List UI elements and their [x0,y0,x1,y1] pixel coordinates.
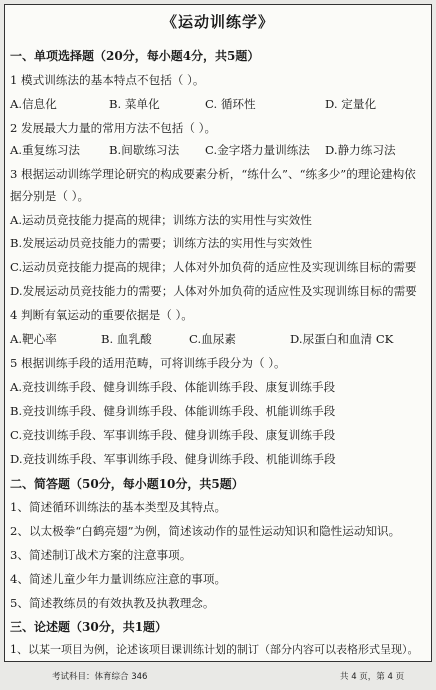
short-answer-q5: 5、简述教练员的有效执教及执教理念。 [10,596,215,610]
q4-option-a: A.靶心率 [10,332,57,346]
q4-stem: 4 判断有氧运动的重要依据是（ ）。 [10,308,193,322]
short-answer-q2: 2、以太极拳“白鹤亮翅”为例，简述该动作的显性运动知识和隐性运动知识。 [10,524,401,538]
q2-option-c: C.金字塔力量训练法 [205,143,310,157]
q1-option-c: C. 循环性 [205,97,256,111]
q1-option-d: D. 定量化 [325,97,377,111]
short-answer-q4: 4、简述儿童少年力量训练应注意的事项。 [10,572,227,586]
q1-option-b: B. 菜单化 [109,97,160,111]
q5-option-a: A.竞技训练手段、健身训练手段、体能训练手段、康复训练手段 [10,380,336,394]
q3-option-b: B.发展运动员竞技能力的需要；训练方法的实用性与实效性 [10,236,313,250]
section3-heading: 三、论述题（30分，共1题） [10,620,168,634]
short-answer-q3: 3、简述制订战术方案的注意事项。 [10,548,192,562]
essay-q1: 1、以某一项目为例，论述该项目课训练计划的制订（部分内容可以表格形式呈现）。 [10,643,419,656]
q2-option-b: B.间歇练习法 [109,143,180,157]
q3-stem-line2: 据分别是（ ）。 [10,189,90,203]
exam-paper [4,4,432,662]
q3-option-d: D.发展运动员竞技能力的需要；人体对外加负荷的适应性及实现训练目标的需要 [10,284,417,298]
q1-option-a: A.信息化 [10,97,57,111]
q4-option-b: B. 血乳酸 [101,332,152,346]
q4-option-c: C.血尿素 [189,332,236,346]
q2-option-a: A.重复练习法 [10,143,81,157]
q5-option-d: D.竞技训练手段、军事训练手段、健身训练手段、机能训练手段 [10,452,336,466]
page-title: 《运动训练学》 [161,13,274,31]
q3-stem-line1: 3 根据运动训练学理论研究的构成要素分析，“练什么”、“练多少”的理论建构依 [10,167,416,181]
q3-option-a: A.运动员竞技能力提高的规律；训练方法的实用性与实效性 [10,213,312,227]
q2-stem: 2 发展最大力量的常用方法不包括（ ）。 [10,121,217,135]
q5-option-b: B.竞技训练手段、健身训练手段、体能训练手段、机能训练手段 [10,404,336,418]
q1-stem: 1 模式训练法的基本特点不包括（ ）。 [10,73,205,87]
short-answer-q1: 1、简述循环训练法的基本类型及其特点。 [10,500,227,514]
section2-heading: 二、简答题（50分，每小题10分，共5题） [10,477,244,491]
section1-heading: 一、单项选择题（20分，每小题4分，共5题） [10,49,260,63]
q5-stem: 5 根据训练手段的适用范畴，可将训练手段分为（ ）。 [10,356,286,370]
q5-option-c: C.竞技训练手段、军事训练手段、健身训练手段、康复训练手段 [10,428,336,442]
q2-option-d: D.静力练习法 [325,143,396,157]
footer-page-number: 共 4 页，第 4 页 [340,672,405,682]
footer-subject: 考试科目：体育综合 346 [52,672,148,682]
q3-option-c: C.运动员竞技能力提高的规律；人体对外加负荷的适应性及实现训练目标的需要 [10,260,417,274]
q4-option-d: D.尿蛋白和血清 CK [290,332,394,346]
